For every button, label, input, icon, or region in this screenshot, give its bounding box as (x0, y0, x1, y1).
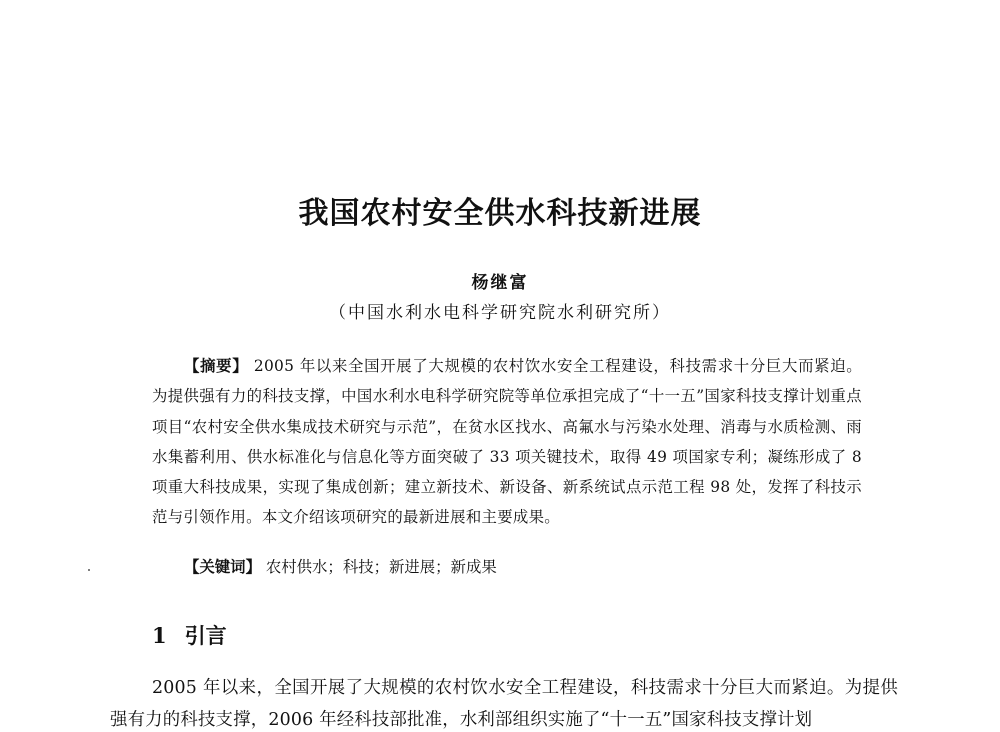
abstract-block (152, 351, 862, 533)
keywords-text: 农村供水；科技；新进展；新成果 (260, 558, 497, 576)
abstract-label: 【摘要】 (184, 357, 249, 375)
section-number: 1 (152, 623, 167, 648)
paper-title: 我国农村安全供水科技新进展 (298, 196, 702, 231)
body-paragraph: 2005 年以来，全国开展了大规模的农村饮水安全工程建设，科技需求十分巨大而紧迫。为提供强有力的科技支撑，2006 年经科技部批准，水利部组织实施了“十一五”国家科技支撑计划 (110, 678, 898, 730)
author-affiliation: （中国水利水电科学研究院水利研究所） (329, 303, 671, 323)
section-heading (152, 620, 227, 650)
abstract-text: 2005 年以来全国开展了大规模的农村饮水安全工程建设，科技需求十分巨大而紧迫。为提供强有力的科技支撑，中国水利水电科学研究院等单位承担完成了“十一五”国家科技支撑计划重点项目“农村安全供水集成技术研究与示范”，在贫水区找水、高氟水与污染水处理、消毒与水质检测、雨水集蓄利用、供水标准化与信息化等方面突破了 33 项关键技术，取得 49 项国家专利；凝练形成了 8 项重大科技成果，实现了集成创新；建立新技术、新设备、新系统试点示范工程 98 处，发挥了科技示范与引领作用。本文介绍该项研究的最新进展和主要成果。 (152, 357, 862, 527)
scan-speck (88, 569, 90, 571)
keywords-label: 【关键词】 (184, 558, 261, 576)
section-title: 引言 (184, 624, 227, 648)
author-name: 杨继富 (471, 273, 529, 293)
keywords-block (184, 552, 864, 582)
